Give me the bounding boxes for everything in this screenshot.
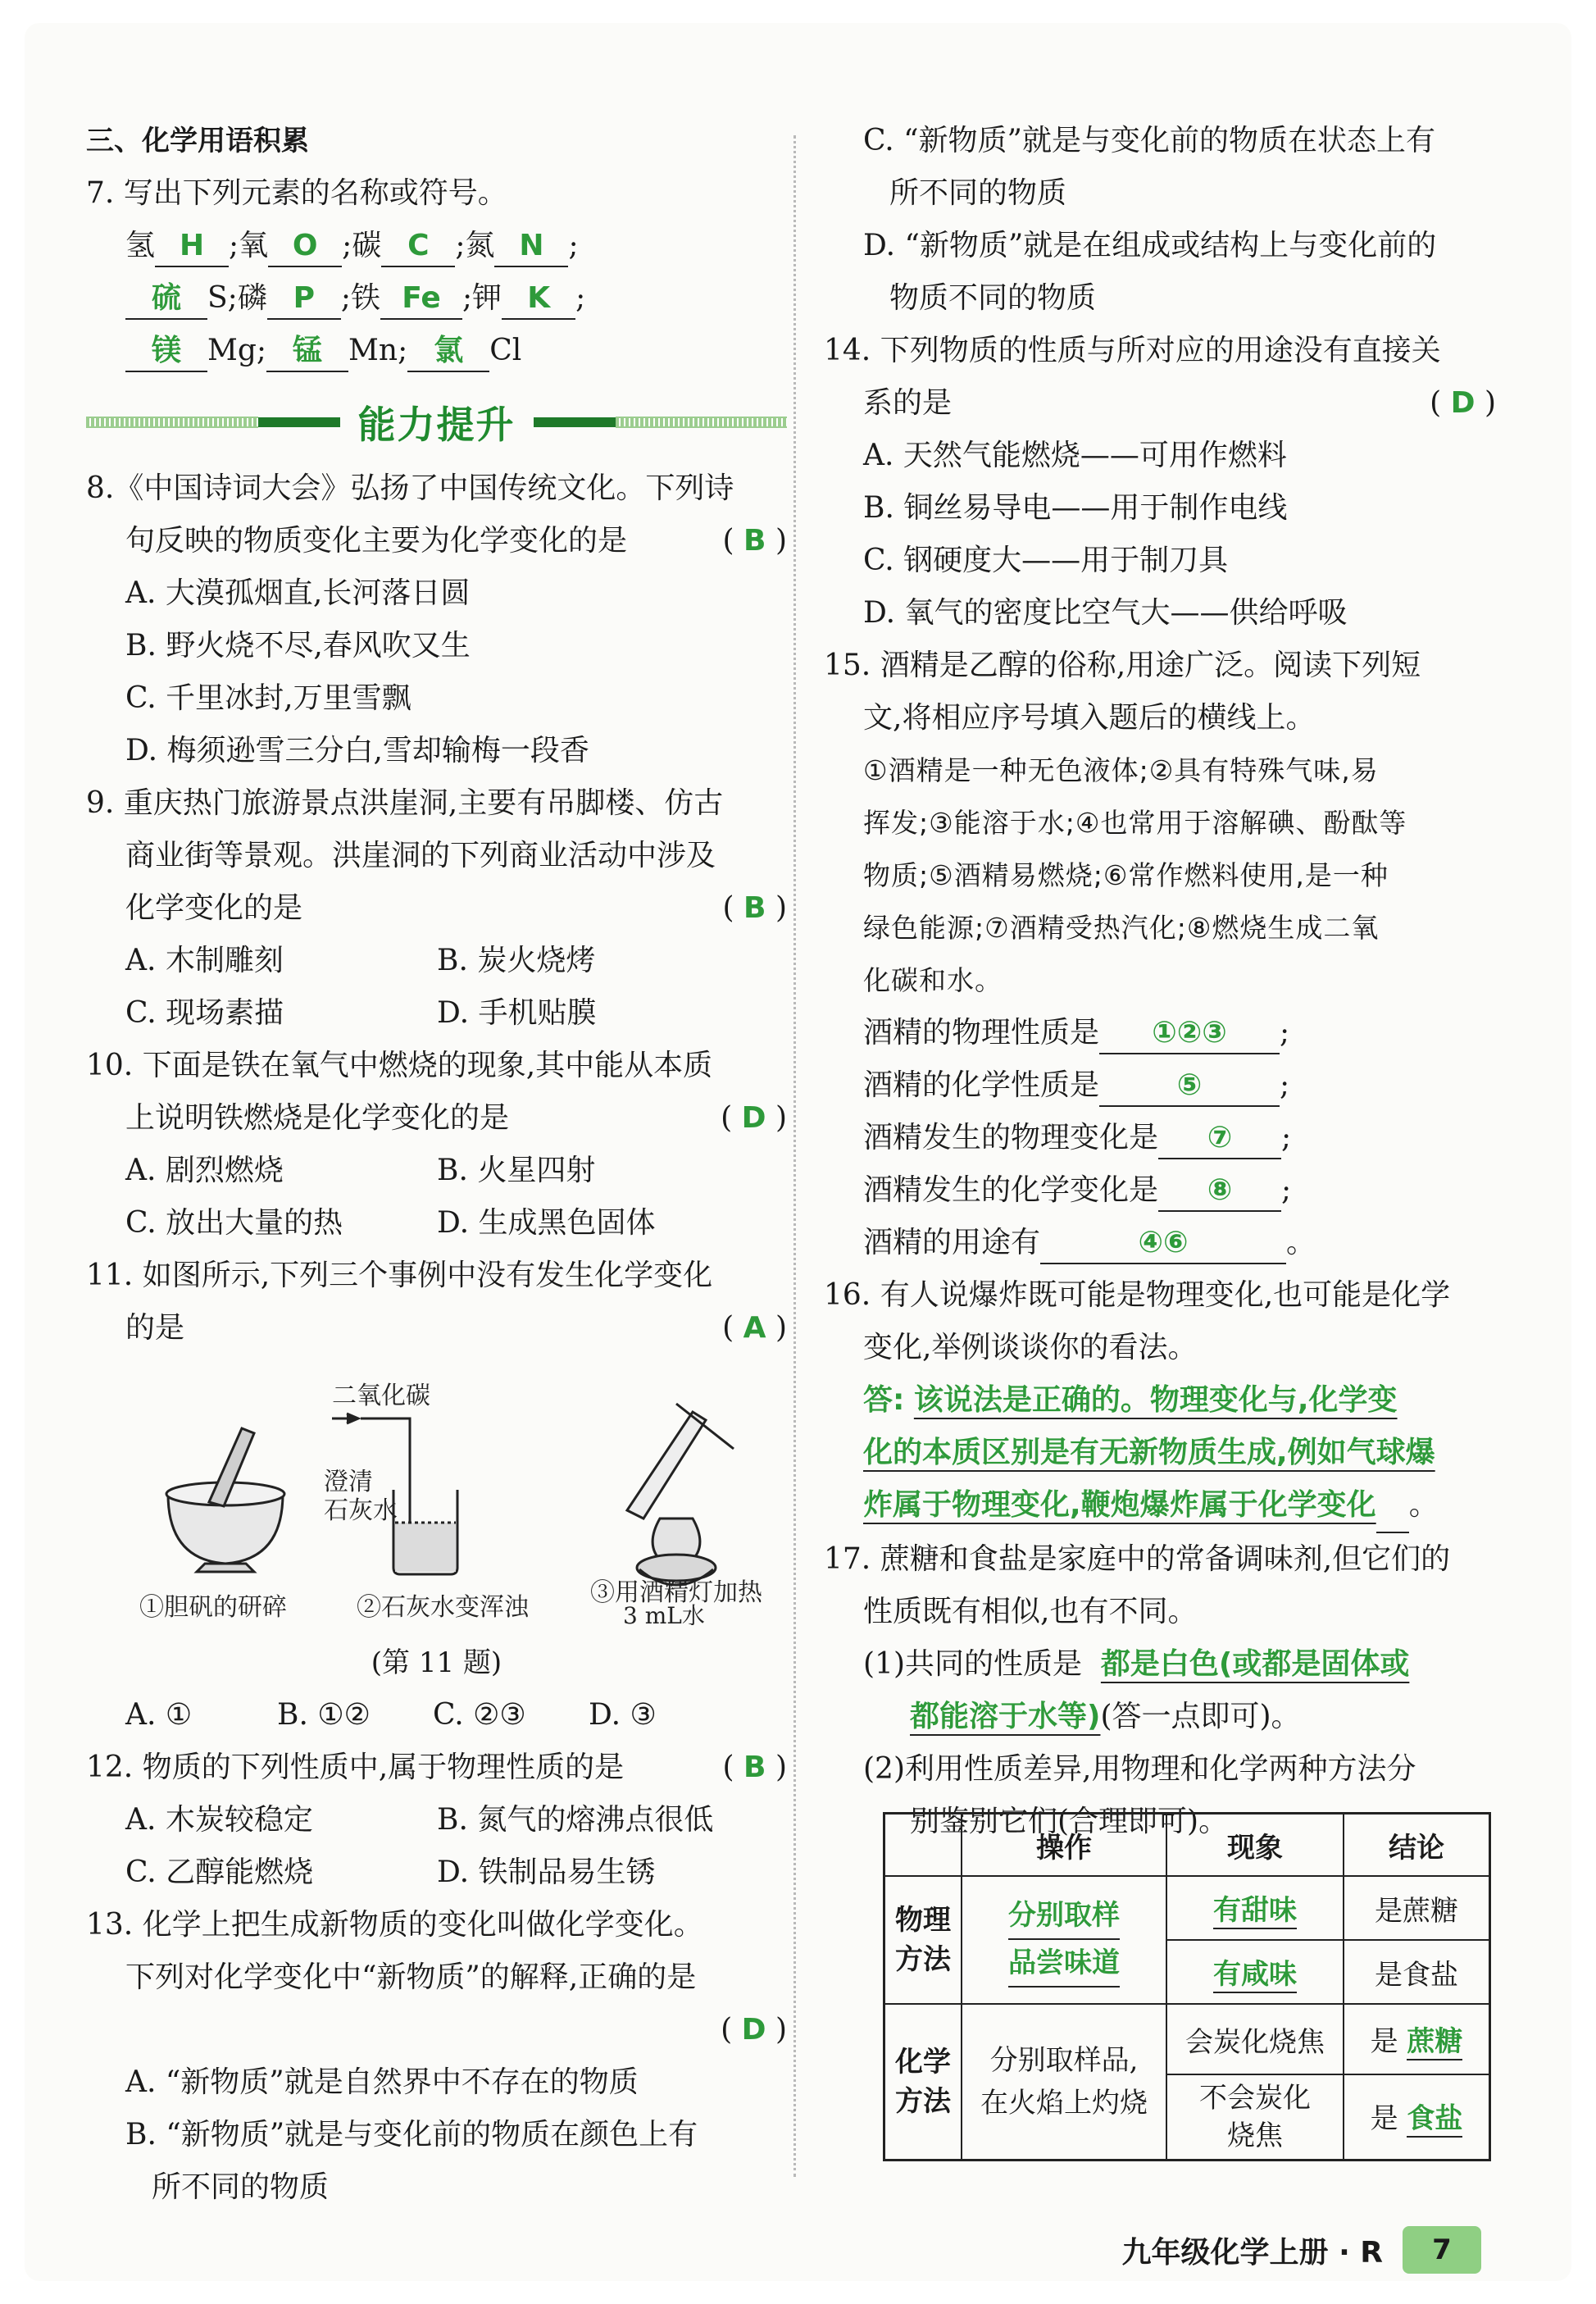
q16-answer-line3: 炸属于物理变化,鞭炮爆炸属于化学变化 。 (824, 1479, 1496, 1533)
q14-option: C. 钢硬度大——用于制刀具 (863, 544, 1229, 577)
q12-answer-paren: ( B ) (722, 1751, 787, 1784)
q15-line1: 15. 酒精是乙醇的俗称,用途广泛。阅读下列短 (824, 649, 1421, 682)
q9-option: A. 木制雕刻 (125, 944, 284, 977)
q8-answer[interactable]: B (743, 524, 766, 558)
q17-table (883, 1812, 1491, 2161)
q11-option: B. ①② (277, 1698, 371, 1732)
q10-option: C. 放出大量的热 (125, 1206, 343, 1240)
q15-answer[interactable]: ①②③ (1099, 1013, 1280, 1054)
q12-options-row1 (86, 1794, 787, 1846)
chem-concl-cell: 是 食盐 (1344, 2074, 1490, 2160)
q7-answer[interactable]: H (155, 226, 229, 267)
q15-answer[interactable]: ⑤ (1099, 1066, 1280, 1107)
q12-line1: 12. 物质的下列性质中,属于物理性质的是 ( B ) (86, 1742, 787, 1794)
q15-blank-row: 酒精的用途有 ④⑥ 。 (824, 1217, 1496, 1269)
q13-option-c-cont: 所不同的物质 (889, 176, 1067, 210)
q11-answer-paren: ( A ) (722, 1311, 787, 1345)
q14-answer-paren: ( D ) (1430, 386, 1496, 420)
chem-operation: 分别取样品, 在火焰上灼烧 (962, 2004, 1166, 2160)
q9-option: B. 炭火烧烤 (437, 944, 596, 977)
alcohol-lamp-icon (627, 1404, 734, 1585)
section-title: 三、化学用语积累 (86, 125, 309, 157)
q15-passage: 化碳和水。 (863, 964, 1003, 996)
q11-figure-caption: (第 11 题) (371, 1646, 502, 1679)
q13-option-a: A. “新物质”就是自然界中不存在的物质 (125, 2065, 639, 2099)
table-header-blank (884, 1814, 962, 1877)
q11-figure-drawing (86, 1355, 787, 1625)
q11-option: D. ③ (589, 1698, 657, 1732)
q9-options-row1 (86, 935, 787, 987)
book-title: 九年级化学上册 · R (1121, 2235, 1383, 2270)
q7-answer[interactable]: 镁 (125, 331, 207, 372)
table-header: 操作 (962, 1814, 1166, 1877)
q7-answer[interactable]: O (268, 226, 342, 267)
q13-answer-paren: ( D ) (721, 2013, 787, 2047)
q7-answer[interactable]: K (502, 279, 575, 320)
q12-option: B. 氮气的熔沸点很低 (437, 1803, 714, 1837)
q15-blank-row: 酒精的物理性质是 ①②③ ; (824, 1007, 1496, 1059)
q15-line2: 文,将相应序号填入题后的横线上。 (863, 701, 1316, 735)
q15-answer[interactable]: ⑧ (1158, 1171, 1281, 1212)
q10-options-row1 (86, 1145, 787, 1197)
q15-answer[interactable]: ⑦ (1158, 1118, 1281, 1159)
q15-blank-row: 酒精的化学性质是 ⑤ ; (824, 1059, 1496, 1112)
q10-options-row2 (86, 1197, 787, 1250)
co2-label: 二氧化碳 (332, 1382, 430, 1410)
q16-answer[interactable]: 化的本质区别是有无新物质生成,例如气球爆 (863, 1436, 1435, 1469)
q8-line1: 8.《中国诗词大会》弘扬了中国传统文化。下列诗 (86, 471, 734, 505)
q17-line2: 性质既有相似,也有不同。 (863, 1595, 1198, 1628)
table-header: 结论 (1344, 1814, 1490, 1877)
q8-line2: 句反映的物质变化主要为化学变化的是 ( B ) (86, 515, 787, 567)
page-footer (1122, 2226, 1481, 2274)
q17-answer[interactable]: 都能溶于水等) (910, 1700, 1101, 1733)
chem-concl-cell: 是 蔗糖 (1344, 2004, 1490, 2074)
q17-part1: (1)共同的性质是 都是白色(或都是固体或 (863, 1647, 1410, 1681)
q10-answer[interactable]: D (741, 1101, 766, 1135)
q14-option: D. 氧气的密度比空气大——供给呼吸 (863, 596, 1348, 630)
q10-option: B. 火星四射 (437, 1154, 596, 1187)
q7-row2: 硫 S;磷 P ;铁 Fe ;钾 K ; (86, 272, 787, 325)
q16-answer[interactable]: 该说法是正确的。物理变化与,化学变 (913, 1383, 1398, 1417)
q16-line2: 变化,举例谈谈你的看法。 (863, 1331, 1198, 1364)
q15-passage: 挥发;③能溶于水;④也常用于溶解碘、酚酞等 (863, 807, 1407, 839)
q9-answer-paren: ( B ) (722, 891, 787, 925)
q15-passage: 物质;⑤酒精易燃烧;⑥常作燃料使用,是一种 (863, 859, 1389, 891)
left-column (86, 115, 787, 2214)
q17-part2-cont: 别鉴别它们(合理即可)。 (910, 1805, 1229, 1838)
q13-option-d-cont: 物质不同的物质 (889, 281, 1097, 315)
chem-obs-cell: 会炭化烧焦 (1166, 2004, 1344, 2074)
phys-concl-cell: 是蔗糖 (1344, 1876, 1490, 1940)
q7-stem: 7. 写出下列元素的名称或符号。 (86, 176, 507, 210)
q10-option: D. 生成黑色固体 (437, 1206, 656, 1240)
q15-passage: ①酒精是一种无色液体;②具有特殊气味,易 (863, 754, 1379, 786)
table-header: 现象 (1166, 1814, 1344, 1877)
q13-answer-row (86, 2004, 787, 2056)
q15-blank-row: 酒精发生的物理变化是 ⑦ ; (824, 1112, 1496, 1164)
right-column (824, 115, 1496, 1848)
q16-line1: 16. 有人说爆炸既可能是物理变化,也可能是化学 (824, 1278, 1451, 1312)
q12-option: C. 乙醇能燃烧 (125, 1855, 314, 1889)
q13-answer[interactable]: D (741, 2013, 766, 2047)
q14-answer[interactable]: D (1450, 386, 1476, 420)
q13-option-d: D. “新物质”就是在组成或结构上与变化前的 (863, 229, 1437, 262)
q7-answer[interactable]: 锰 (266, 331, 348, 372)
q13-line2: 下列对化学变化中“新物质”的解释,正确的是 (125, 1960, 697, 1994)
q14-line2: 系的是 ( D ) (824, 377, 1496, 430)
phys-obs-cell (1166, 1940, 1344, 2004)
fig-caption-3a: ③用酒精灯加热 (590, 1578, 762, 1607)
table-answer[interactable]: 有咸味 (1213, 1951, 1297, 1993)
q9-option: D. 手机贴膜 (437, 996, 597, 1030)
q8-option: C. 千里冰封,万里雪飘 (125, 681, 412, 715)
q10-line2: 上说明铁燃烧是化学变化的是 ( D ) (86, 1092, 787, 1145)
q9-line1: 9. 重庆热门旅游景点洪崖洞,主要有吊脚楼、仿古 (86, 786, 724, 820)
q16-answer-line1: 答: 该说法是正确的。物理变化与,化学变 (863, 1383, 1398, 1417)
q9-line3: 化学变化的是 ( B ) (86, 882, 787, 935)
q10-option: A. 剧烈燃烧 (125, 1154, 284, 1187)
banner-title: 能力提升 (357, 403, 516, 447)
fig-caption-2: ②石灰水变浑浊 (357, 1593, 529, 1622)
q13-option-c: C. “新物质”就是与变化前的物质在状态上有 (863, 124, 1435, 157)
q11-option: A. ① (125, 1698, 193, 1732)
q8-option: D. 梅须逊雪三分白,雪却输梅一段香 (125, 734, 589, 767)
q8-answer-paren: ( B ) (722, 524, 787, 558)
phys-concl-cell: 是食盐 (1344, 1940, 1490, 2004)
q13-option-b: B. “新物质”就是与变化前的物质在颜色上有 (125, 2118, 698, 2151)
q7-row3: 镁 Mg; 锰 Mn; 氯 Cl (86, 325, 787, 377)
q15-blank-row: 酒精发生的化学变化是 ⑧ ; (824, 1164, 1496, 1217)
q9-option: C. 现场素描 (125, 996, 284, 1030)
q11-figure (86, 1355, 787, 1625)
q14-option: A. 天然气能燃烧——可用作燃料 (863, 439, 1287, 472)
phys-obs-cell (1166, 1876, 1344, 1940)
q7-answer[interactable]: 氯 (407, 331, 489, 372)
q9-answer[interactable]: B (743, 891, 766, 925)
q7-answer[interactable]: N (494, 226, 568, 267)
limewater-label-2: 石灰水 (324, 1496, 398, 1525)
q11-line2: 的是 ( A ) (86, 1302, 787, 1355)
q7-answer[interactable]: 硫 (125, 279, 207, 320)
q7-row1: 氢 H ;氧 O ;碳 C ;氮 N ; (86, 220, 787, 272)
q16-answer[interactable]: 炸属于物理变化,鞭炮爆炸属于化学变化 (863, 1488, 1376, 1522)
q15-answer[interactable]: ④⑥ (1040, 1223, 1286, 1264)
q17-answer[interactable]: 都是白色(或都是固体或 (1100, 1647, 1410, 1681)
q11-option: C. ②③ (433, 1698, 526, 1732)
q8-option: A. 大漠孤烟直,长河落日圆 (125, 576, 471, 610)
q12-option: A. 木炭较稳定 (125, 1803, 313, 1837)
ability-banner (86, 385, 787, 459)
phys-operation (962, 1876, 1166, 2004)
q17-line1: 17. 蔗糖和食盐是家庭中的常备调味剂,但它们的 (824, 1542, 1451, 1576)
q7-answer[interactable]: Fe (380, 279, 462, 320)
q13-option-b-cont: 所不同的物质 (152, 2170, 330, 2204)
q16-answer-line2 (824, 1427, 1496, 1479)
table-answer[interactable]: 品尝味道 (1008, 1940, 1120, 1988)
table-answer[interactable]: 分别取样 (1008, 1892, 1120, 1940)
page-number: 7 (1403, 2226, 1481, 2274)
q12-options-row2 (86, 1846, 787, 1899)
q17-part1-cont: 都能溶于水等)(答一点即可)。 (910, 1700, 1301, 1733)
q11-answer[interactable]: A (743, 1311, 766, 1345)
q8-option: B. 野火烧不尽,春风吹又生 (125, 629, 471, 663)
q15-passage: 绿色能源;⑦酒精受热汽化;⑧燃烧生成二氧 (863, 912, 1380, 944)
q7-answer[interactable]: P (267, 279, 341, 320)
q10-answer-paren: ( D ) (721, 1101, 787, 1135)
table-answer[interactable]: 食盐 (1407, 2096, 1462, 2138)
table-answer[interactable]: 有甜味 (1213, 1887, 1297, 1929)
q14-line1: 14. 下列物质的性质与所对应的用途没有直接关 (824, 334, 1441, 367)
phys-method-label: 物理 方法 (884, 1876, 962, 2004)
q10-line1: 10. 下面是铁在氧气中燃烧的现象,其中能从本质 (86, 1049, 713, 1082)
q11-line1: 11. 如图所示,下列三个事例中没有发生化学变化 (86, 1259, 713, 1292)
fig-caption-1: ①胆矾的研碎 (139, 1593, 287, 1622)
mortar-pestle-icon (166, 1428, 284, 1572)
fig-caption-3b: 3 mL水 (623, 1602, 705, 1625)
q7-answer[interactable]: C (381, 226, 455, 267)
q11-options (86, 1689, 787, 1742)
q12-option: D. 铁制品易生锈 (437, 1855, 656, 1889)
chem-obs-cell: 不会炭化 烧焦 (1166, 2074, 1344, 2160)
q13-line1: 13. 化学上把生成新物质的变化叫做化学变化。 (86, 1908, 703, 1942)
q12-answer[interactable]: B (743, 1751, 766, 1784)
q14-option: B. 铜丝易导电——用于制作电线 (863, 491, 1288, 525)
limewater-label-1: 澄清 (324, 1468, 373, 1496)
column-divider (793, 135, 796, 2177)
q9-line2: 商业街等景观。洪崖洞的下列商业活动中涉及 (125, 839, 716, 872)
table-answer[interactable]: 蔗糖 (1407, 2019, 1462, 2060)
q9-options-row2 (86, 987, 787, 1040)
chem-method-label: 化学 方法 (884, 2004, 962, 2160)
q17-part2: (2)利用性质差异,用物理和化学两种方法分 (863, 1752, 1416, 1786)
